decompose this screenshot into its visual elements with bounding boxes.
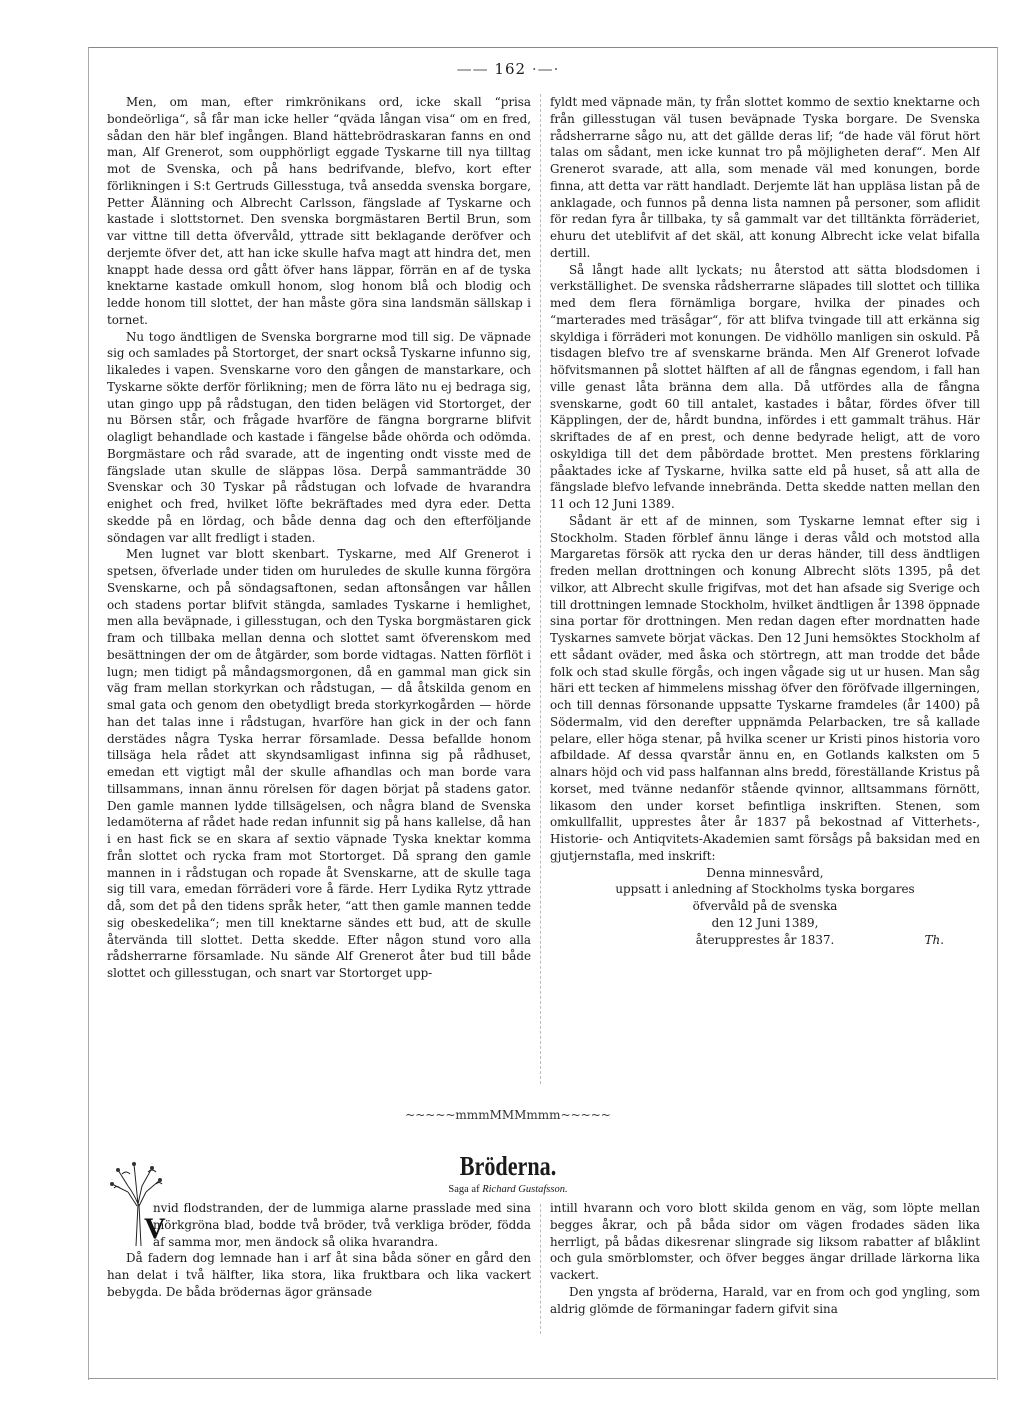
paragraph: Sådant är ett af de minnen, som Tyskarne lemnat efter sig i Stockholm. Staden förblef ännu länge i deras våld och motstod alla Margaretas försök att rycka den ur deras händer, till dess ändtligen freden mellan drottningen och konung Albrecht slöts 1395, på det vilkor, att Albrecht skulle frigifvas, mot det han afsade sig Sverige och till drottningen lemnade Stockholm, hvilket ändtligen år 1398 öppnade sina portar för drottningen. Men redan dagen efter mordnatten hade Tyskarnes samvete börjat väckas. Den 12 Juni hemsöktes Stockholm af ett sådant oväder, med åska och störtregn, att man trodde det både folk och stad skulle förgås, och ingen vågade sig ut ur husen. Man såg häri ett tecken af himmelens misshag öfver den föröfvade illgerningen, och till dennas försonande uppsatte Tyskarne framdeles (år 1400) på Södermalm, vid den derefter uppnämda Pelarbacken, tre så kallade pelare, eller höga stenar, på hvilka scener ur Kristi pinos historia voro afbildade. Af dessa qvarstår ännu en, en Gotlands kalksten om 5 alnars höjd och vid pass halfannan alns bredd, föreställande Kristus på korset, med tvänne nedanför stående qvinnor, alltsammans förnött, likasom den under korset befintliga inskriften. Stenen, som omkullfallit, upprestes åter år 1837 på bekostnad af Vitterhets-, Historie- och Antiqvitets-Akademien samt försågs på baksidan med en gjutjernstafla, med inskrift: [550,513,980,863]
paragraph: Nu togo ändtligen de Svenska borgrarne mod till sig. De väpnade sig och samlades på Stortorget, der snart också Tyskarne infunno sig, likaledes i vapen. Svenskarne voro den gången de manstarkare, och Tyskarne sökte derför förlikning; men de förra läto nu ej bedraga sig, utan gingo upp på rådstugan, den tiden belägen vid Stortorget, der nu Börsen står, och frågade hvarföre de fängna borgrarne blifvit olagligt behandlade och kastade i fängelse både ohörda och odömda. Borgmästare och råd svarade, att de ingenting ondt visste med de fängslade utan skulle de släppas lösa. Derpå sammanträdde 30 Svenskar och 30 Tyskar på rådstugan och lofvade de hvarandra enighet och fred, hvilket löfte bekräftades med dyra eder. Detta skedde på en lördag, och både denna dag och den efterföljande söndagen var allt fredligt i staden. [107,329,531,545]
paragraph: Då fadern dog lemnade han i arf åt sina båda söner en gård den han delat i två hälfter, lika stora, lika fruktbara och lika vackert bebygda. De båda brödernas ägor gränsade [107,1251,531,1299]
inscription-line: öfvervåld på de svenska [692,899,838,913]
story-column-right [550,1200,980,1370]
story-column-left [107,1200,531,1370]
article-column-right [550,94,980,1090]
paragraph: intill hvarann och voro blott skilda genom en väg, som löpte mellan begges åkrar, och på båda sidor om vägen frodades säden lika herrligt, på bådas dikesrenar slingrade sig liksom rabatter af blåklint och gula smörblomster, och öfver begges ängar drillade lärkorna lika vackert. [550,1201,980,1282]
paragraph: Men, om man, efter rimkrönikans ord, icke skall “prisa bondeörliga“, så får man icke heller “qväda långan visa“ om en fred, sådan den här blef ingången. Bland hättebrödraskaran fanns en ond man, Alf Grenerot, som oupphörligt eggade Tyskarne till nya tilltag mot de Svenska, och på hans bedrifvande, blefvo, kort efter förlikningen i S:t Gertruds Gillesstuga, två ansedda svenska borgare, Petter Ålänning och Albrecht Carlsson, fängslade af Tyskarne och kastade i slottstornet. Den svenska borgmästaren Bertil Brun, som var vittne till detta öfvervåld, yttrade sitt beklagande deröfver och derjemte öfver det, att han icke skulle hafva magt att hindra det, men knappt hade dessa ord gått öfver hans läppar, förrän en af de tyska knektarne kastade omkull honom, slog honom blå och blodig och ledde honom till slottet, der han måste göra sina landsmän sällskap i tornet. [107,95,531,327]
inscription-line: den 12 Juni 1389, [711,915,819,930]
byline-prefix: Saga af [448,1184,480,1195]
paragraph: fyldt med väpnade män, ty från slottet kommo de sextio knektarne och från gillesstugan väl tusen beväpnade Tyska borgare. De Svenska rådsherrarne sågo nu, att det gällde deras lif; “de hade väl förut hört talas om sådant, men icke kunnat tro på möjligheten deraf“. Men Alf Grenerot svarade, att alla, som menade väl med konungen, borde finna, att detta var rätt handladt. Derjemte lät han uppläsa listan på de anklagade, och funnos på denna lista namnen på personer, som aflidit för redan fyra år tillbaka, ty så gammalt var det tilltänkta förräderiet, ehuru det uteblifvit af det skäl, att konung Albrecht icke velat bifalla dertill. [550,95,980,260]
paragraph: nvid flodstranden, der de lummiga alarne prasslade med sina mörkgröna blad, bodde två bröder, två verkliga bröder, födda af samma mor, men ändock så olika hvarandra. [153,1201,531,1249]
story-author: Richard Gustafsson. [482,1184,568,1195]
author-signature: Th. [924,933,944,948]
inscription-line: återupprestes år 1837. [695,932,835,947]
inscription-line: uppsatt i anledning af Stockholms tyska borgares [615,882,915,897]
story-title: Bröderna. [459,1151,557,1181]
column-divider [540,1204,541,1334]
page-number: —— 162 ·—· [456,60,560,78]
dropcap-letter: V [144,1212,166,1245]
page-frame-bottom [88,1378,996,1379]
page-number-value: 162 [494,60,527,78]
column-divider [540,94,541,1084]
article-column-left [107,94,531,1090]
paragraph: Men lugnet var blott skenbart. Tyskarne, med Alf Grenerot i spetsen, öfverlade under tiden om huruledes de skulle kunna förgöra Svenskarne, och på söndagsaftonen, sedan aftonsången var hållen och stadens portar blifvit stängda, samlades Tyskarne i hemlighet, men alla beväpnade, i gillesstugan, och den Tyska borgmästaren gick fram och tillbaka mellan denna och slottet samt öfverenskom med besättningen der om de åtgärder, som borde vidtagas. Natten förflöt i lugn; men tidigt på måndagsmorgonen, då en gammal man gick sin väg fram mellan storkyrkan och rådstugan, — då åtskilda genom en smal gata och genom den obetydligt breda storkyrkogården — hörde han det talas inne i rådstugan, hvarföre han gick in der och fann derstädes några Tyska herrar församlade. Dessa befallde honom tillsäga hela rådet att skyndsamligast infinna sig på rådhuset, emedan ett vigtigt mål der skulle afhandlas och man borde vara tillsammans, innan ännu rörelsen för dagen börjat på stadens gator. Den gamle mannen lydde tillsägelsen, och några bland de Svenska ledamöterna af rådet hade redan infunnit sig på hans kallelse, då han i en hast fick se en skara af sextio väpnade Tyska knektar komma från slottet och rycka fram mot Stortorget. Då sprang den gamle mannen in i rådstugan och ropade åt Svenskarne, att de skulle taga sig till vara, emedan förräderi vore å färde. Herr Lydika Rytz yttrade då, som det på den tidens språk heter, “att then gamle mannen tedde sig obeskedelika“; men till knektarne sändes ett bud, att de skulle återvända till slottet. Detta skedde. Efter någon stund voro alla rådsherrarne församlade. Nu sände Alf Grenerot åter bud till både slottet och gillesstugan, och snart var Stortorget upp- [107,547,531,980]
paragraph: Den yngsta af bröderna, Harald, var en from och god yngling, som aldrig glömde de förmaningar fadern gifvit sina [550,1284,980,1316]
paragraph: Så långt hade allt lyckats; nu återstod att sätta blodsdomen i verkställighet. De svenska rådsherrarne släpades till slottet och tillika med dem flera förnämliga borgare, hvilka der pinades och “marterades med träsågar“, för att blifva tvingade till att erkänna sig skyldiga i förräderi mot konungen. De vidhöllo manligen sin oskuld. På tisdagen blefvo tre af svenskarne brända. Men Alf Grenerot lofvade höfvitsmannen på slottet hälften af all de fångnas egendom, i fall han ville genast låta bränna dem alla. Då utfördes alla de fångna svenskarne, godt 60 till antalet, kastades i båtar, fördes öfver till Käpplingen, der de, hårdt bundna, infördes i ett gammalt trähus. Här skriftades de af en prest, och denne bedyrade heligt, att de voro oskyldiga till det dem påbördade brottet. Men prestens förklaring påaktades icke af Tyskarne, hvilka satte eld på huset, så att alla de fängslade blefvo lefvande innebrända. Detta skedde natten mellan den 11 och 12 Juni 1389. [550,262,980,511]
inscription-line: Denna minnesvård, [706,865,824,880]
section-ornament: ~~~~~mmmMMMmmm~~~~~ [405,1108,611,1122]
